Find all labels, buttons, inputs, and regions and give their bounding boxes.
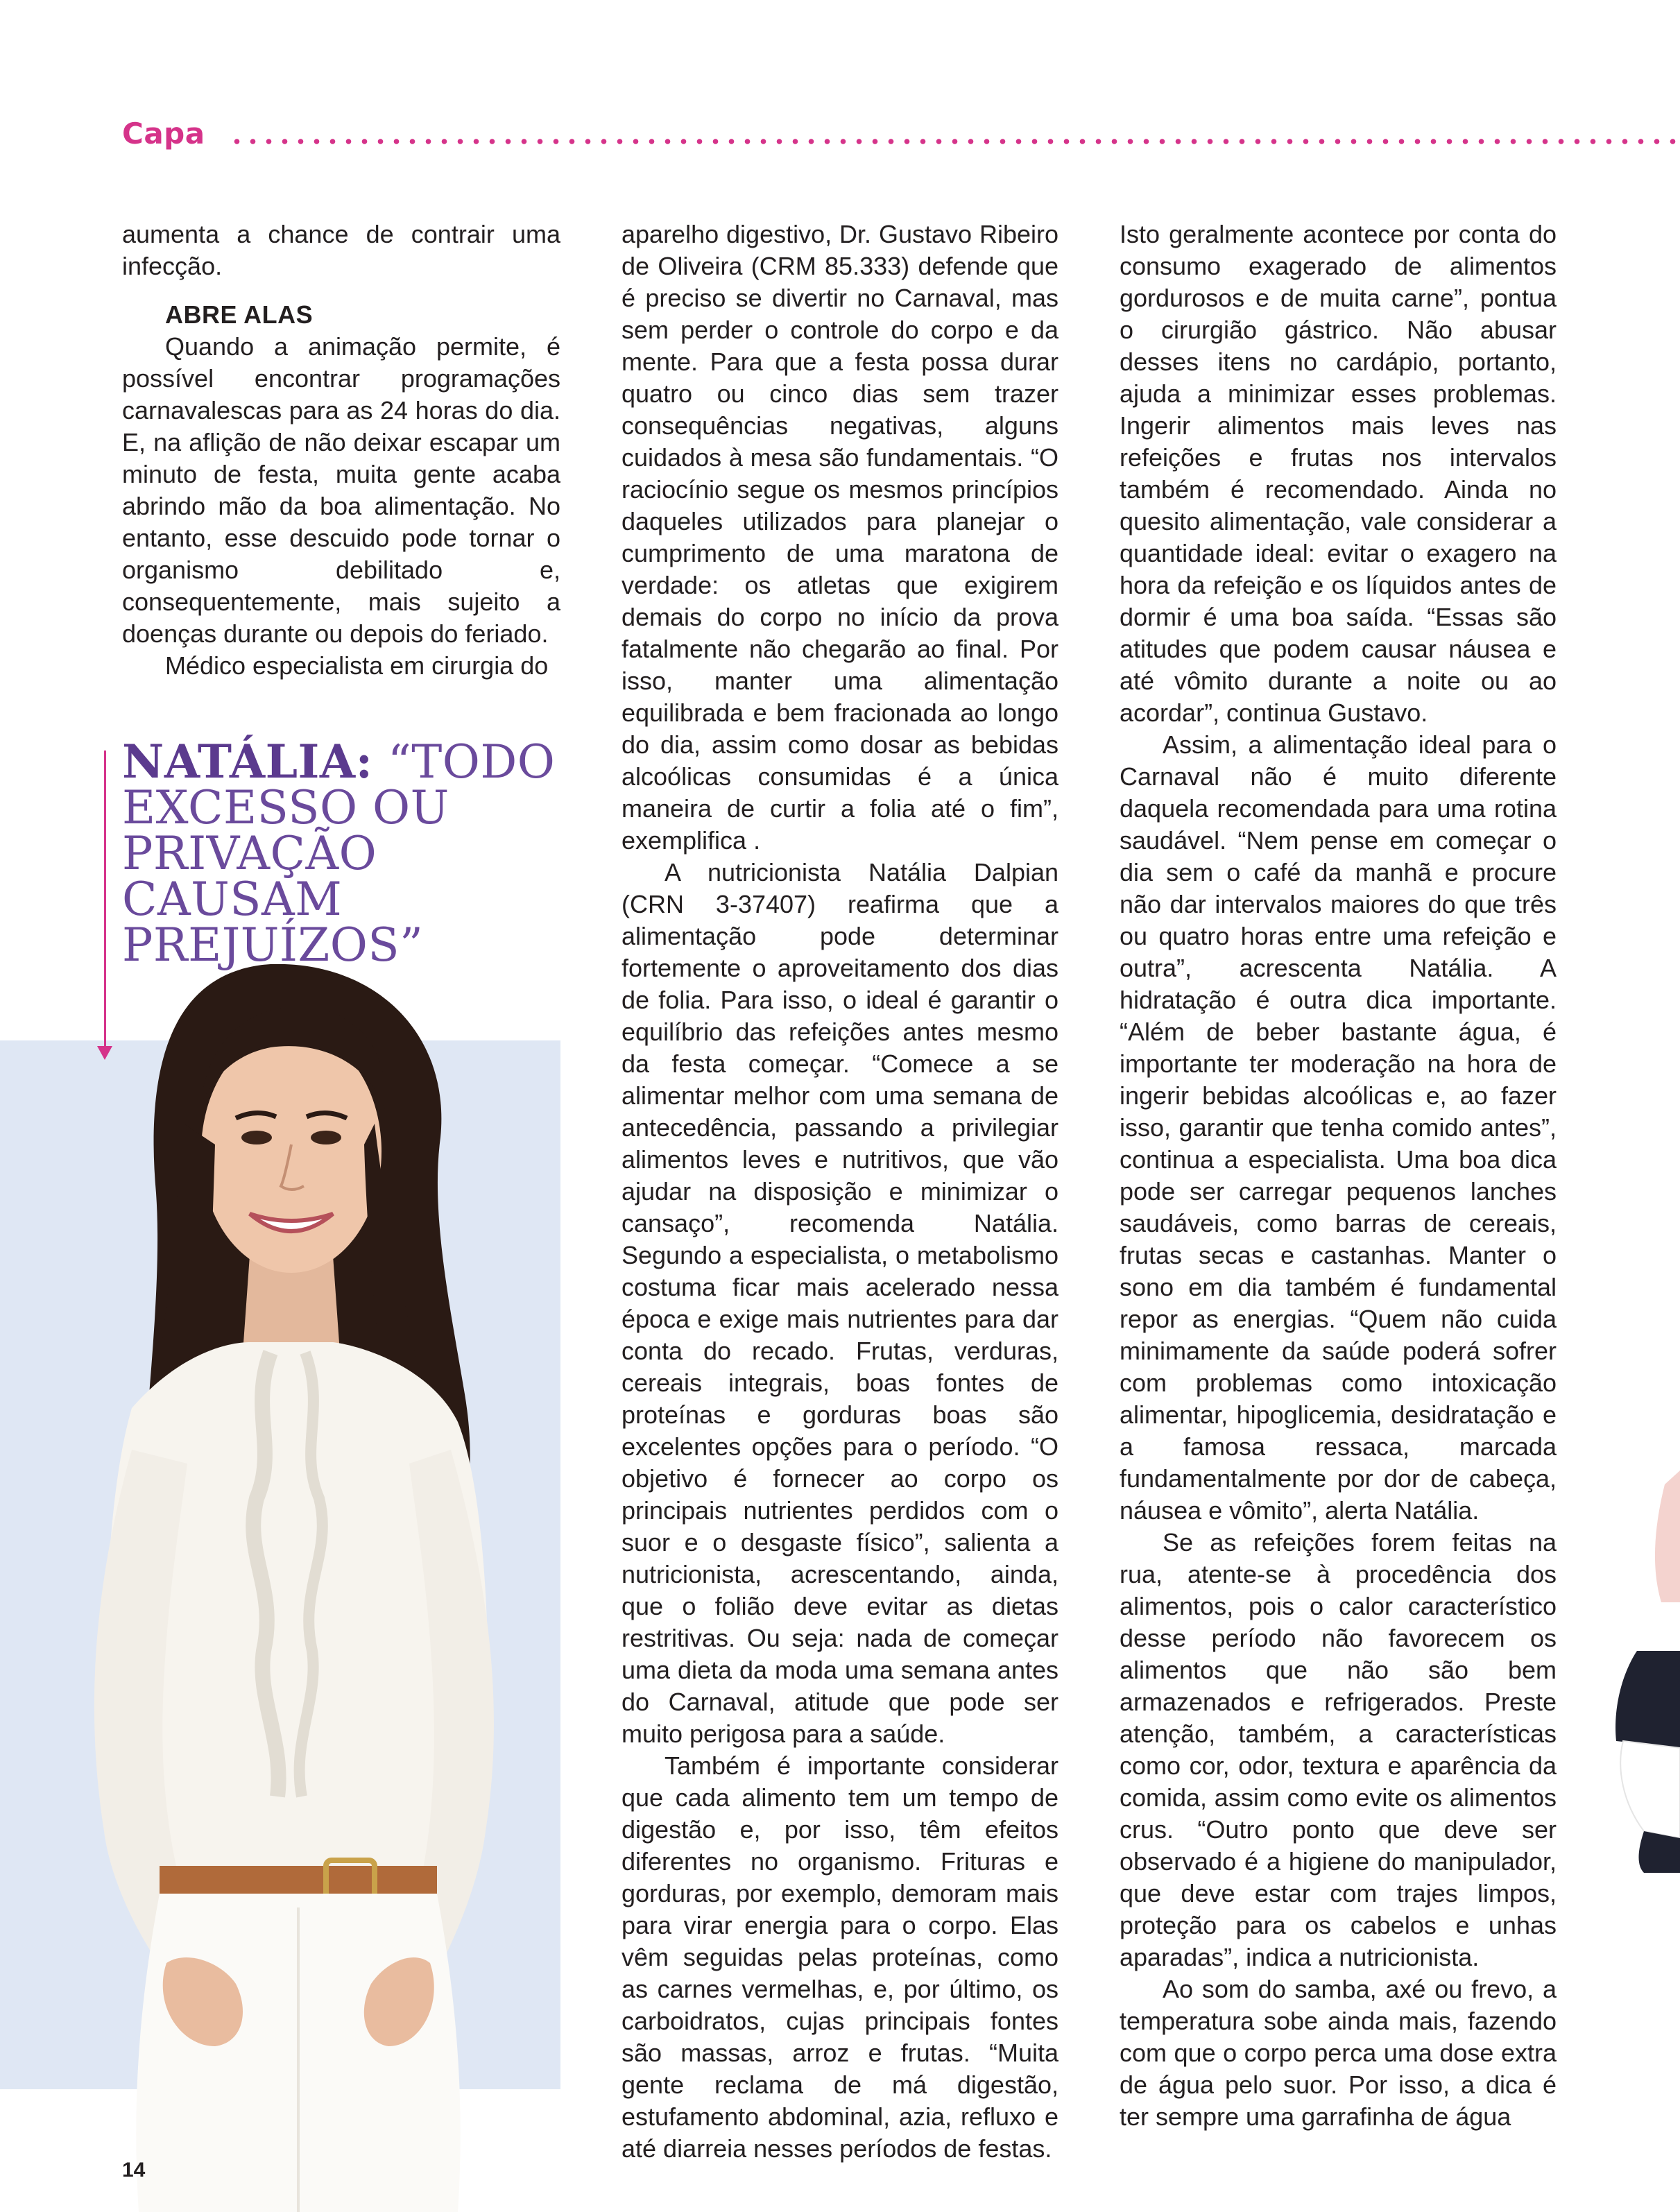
paragraph: Isto geralmente acontece por conta do consumo exagerado de alimentos gordurosos e de muita carne”, pontua o cirurgião gástrico. Não abusar desses itens no cardápio, portanto, ajuda a minimizar esses problemas. Ingerir alimentos mais leves nas refeições e frutas nos intervalos também é recomendado. Ainda no quesito alimentação, vale considerar a quantidade ideal: evitar o exagero na hora da refeição e os líquidos antes de dormir é uma boa saída. “Essas são atitudes que podem causar náusea e até vômito durante a noite ou ao acordar”, continua Gustavo.	[1120, 220, 1557, 727]
quote-arrow-head	[97, 1046, 112, 1060]
article-column-3	[1120, 218, 1557, 2133]
paragraph: Médico especialista em cirurgia do	[165, 651, 549, 680]
paragraph: aparelho digestivo, Dr. Gustavo Ribeiro de Oliveira (CRM 85.333) defende que é preciso se divertir no Carnaval, mas sem perder o controle do corpo e da mente. Para que a festa possa durar quatro ou cinco dias sem trazer consequências negativas, alguns cuidados à mesa são fundamentais. “O raciocínio segue os mesmos princípios daqueles utilizados para planejar o cumprimento de uma maratona de verdade: os atletas que exigirem demais do corpo no início da prova fatalmente não chegarão ao final. Por isso, manter uma alimentação equilibrada e bem fracionada ao longo do dia, assim como dosar as bebidas alcoólicas consumidas é a única maneira de curtir a folia até o fim”, exemplifica .	[622, 220, 1058, 855]
article-column-1	[122, 218, 560, 682]
subheading: ABRE ALAS	[165, 300, 314, 329]
pull-quote	[122, 735, 566, 972]
paragraph: Assim, a alimentação ideal para o Carnaval não é muito diferente daquela recomendada para uma rotina saudável. “Nem pense em começar o dia sem o café da manhã e procure não dar intervalos maiores do que três ou quatro horas entre uma refeição e outra”, acrescenta Natália. A hidratação é outra dica importante. “Além de beber bastante água, é importante ter moderação na hora de ingerir bebidas alcoólicas e, ao fazer isso, garantir que tenha comido antes”, continua a especialista. Uma boa dica pode ser carregar pequenos lanches saudáveis, como barras de cereais, frutas secas e castanhas. Manter o sono em dia também é fundamental repor as energias. “Quem não cuida minimamente da saúde poderá sofrer com problemas como intoxicação alimentar, hipoglicemia, desidratação e a famosa ressaca, marcada fundamentalmente por dor de cabeça, náusea e vômito”, alerta Natália.	[1120, 730, 1557, 1525]
woman-portrait-photo	[42, 964, 541, 2212]
paragraph: Se as refeições forem feitas na rua, atente-se à procedência dos alimentos, pois o calor característico desse período não favorecem os alimentos que não são bem armazenados e refrigerados. Preste atenção, também, a características como cor, odor, textura e aparência da comida, assim como evite os alimentos crus. “Outro ponto que deve ser observado é a higiene do manipulador, que deve estar com trajes limpos, proteção para os cabelos e unhas aparadas”, indica a nutricionista.	[1120, 1528, 1557, 1971]
paragraph: Ao som do samba, axé ou frevo, a temperatura sobe ainda mais, fazendo com que o corpo perca uma dose extra de água pelo suor. Por isso, a dica é ter sempre uma garrafinha de água	[1120, 1975, 1557, 2131]
pull-quote-name: NATÁLIA:	[122, 735, 373, 789]
paragraph: Também é importante considerar que cada alimento tem um tempo de digestão e, por isso, têm efeitos diferentes no organismo. Frituras e gorduras, por exemplo, demoram mais para virar energia para o corpo. Elas vêm seguidas pelas proteínas, como as carnes vermelhas, e, por último, os carboidratos, cujas principais fontes são massas, arroz e frutas. “Muita gente reclama de má digestão, estufamento abdominal, azia, refluxo e até diarreia nesses períodos de festas.	[622, 1751, 1058, 2163]
paragraph: Quando a animação permite, é possível encontrar programações carnavalescas para as 24 horas do dia. E, na aflição de não deixar escapar um minuto de festa, muita gente acaba abrindo mão da boa alimentação. No entanto, esse descuido pode tornar o organismo debilitado e, consequentemente, mais sujeito a doenças durante ou depois do feriado.	[122, 332, 560, 648]
article-column-2	[622, 218, 1058, 2165]
cropped-figure-photo	[1595, 1443, 1680, 1873]
page-number: 14	[122, 2159, 146, 2181]
paragraph: aumenta a chance de contrair uma infecção.	[122, 220, 560, 280]
pull-quote-text: “TODO EXCESSO OU PRIVAÇÃO CAUSAM PREJUÍZOS”	[122, 735, 556, 972]
quote-arrow-line	[104, 751, 106, 1049]
section-label: Capa	[122, 117, 205, 151]
paragraph: A nutricionista Natália Dalpian (CRN 3-37407) reafirma que a alimentação pode determinar fortemente o aproveitamento dos dias de folia. Para isso, o ideal é garantir o equilíbrio das refeições antes mesmo da festa começar. “Comece a se alimentar melhor com uma semana de antecedência, passando a privilegiar alimentos leves e nutritivos, que vão ajudar na disposição e minimizar o cansaço”, recomenda Natália. Segundo a especialista, o metabolismo costuma ficar mais acelerado nessa época e exige mais nutrientes para dar conta do recado. Frutas, verduras, cereais integrais, boas fontes de proteínas e gorduras boas são excelentes opções para o período. “O objetivo é fornecer ao corpo os principais nutrientes perdidos com o suor e o desgaste físico”, salienta a nutricionista, acrescentando, ainda, que o folião deve evitar as dietas restritivas. Ou seja: nada de começar uma dieta da moda uma semana antes do Carnaval, atitude que pode ser muito perigosa para a saúde.	[622, 858, 1058, 1748]
header-dotted-rule	[229, 139, 1680, 144]
